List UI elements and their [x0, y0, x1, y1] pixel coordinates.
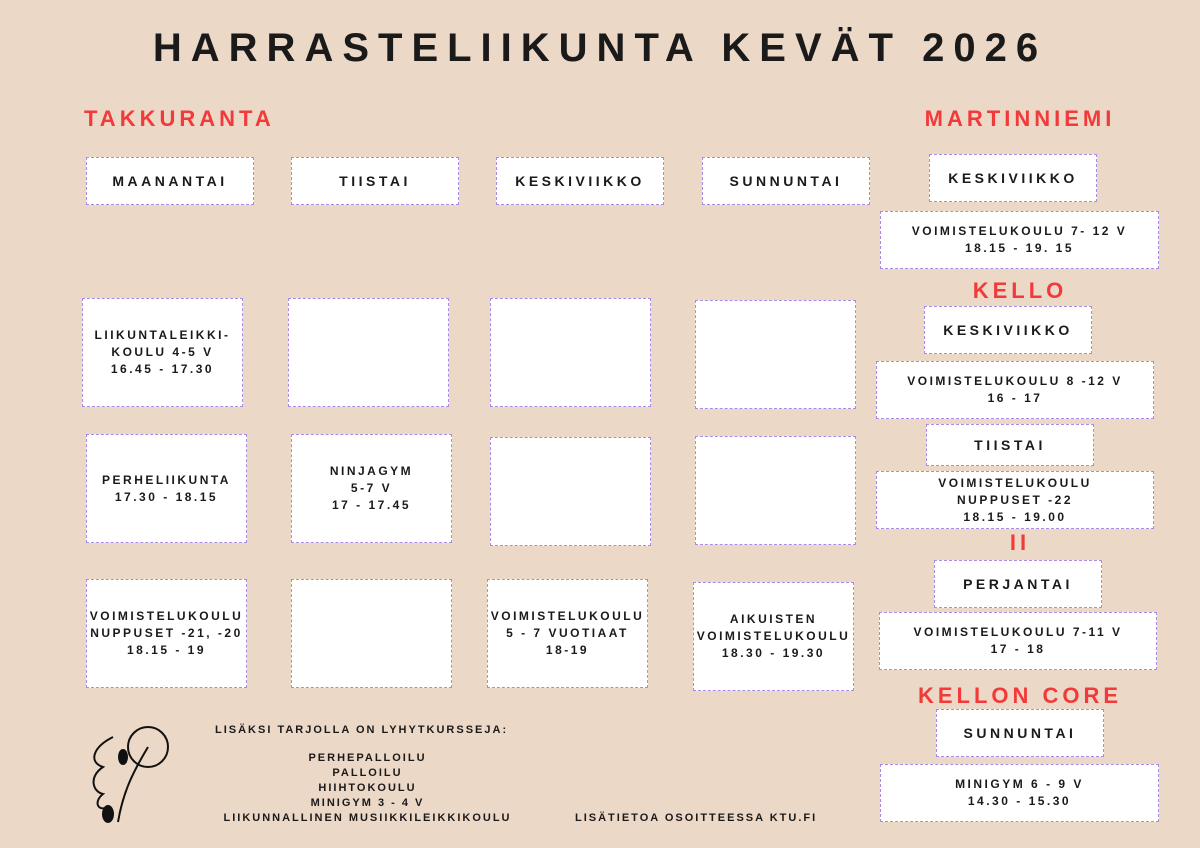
short-courses-list [215, 751, 520, 826]
box-text-line: 5-7 V [350, 481, 393, 495]
location-name: KELLO [972, 278, 1068, 303]
box-text-line: VOIMISTELUKOULU [696, 629, 851, 643]
day-header [702, 157, 870, 205]
box-text-line: AIKUISTEN [729, 612, 818, 626]
box-text-line: 18.15 - 19 [126, 643, 207, 657]
schedule-cell [487, 579, 648, 688]
box-text-line: KOULU 4-5 V [111, 345, 214, 359]
schedule-cell [695, 300, 856, 409]
box-text-line: 18.15 - 19.00 [963, 509, 1067, 524]
day-header [86, 157, 254, 205]
schedule-cell [291, 434, 452, 543]
box-text-line: VOIMISTELUKOULU [938, 475, 1092, 490]
box-text-line: PERJANTAI [963, 575, 1073, 592]
course-item: PERHEPALLOILU [308, 752, 427, 764]
box-text-line: VOIMISTELUKOULU [89, 609, 244, 623]
schedule-cell [693, 582, 854, 691]
box-text-line: LIIKUNTALEIKKI- [94, 328, 231, 342]
box-text-line: 18.15 - 19. 15 [964, 241, 1075, 255]
day-header [926, 424, 1094, 466]
day-header [929, 154, 1097, 202]
schedule-cell [876, 361, 1154, 419]
logo-icon [88, 722, 173, 832]
schedule-cell [880, 211, 1159, 269]
box-text-line: TIISTAI [339, 172, 411, 189]
schedule-cell [695, 436, 856, 545]
box-text-line: SUNNUNTAI [963, 724, 1077, 741]
day-header [936, 709, 1104, 757]
location-name: II [1009, 530, 1031, 555]
box-text-line: MINIGYM 6 - 9 V [955, 777, 1084, 791]
box-text-line: MAANANTAI [112, 172, 228, 189]
schedule-cell [86, 579, 247, 688]
schedule-cell [880, 764, 1159, 822]
schedule-cell [490, 437, 651, 546]
schedule-cell [291, 579, 452, 688]
box-text-line: VOIMISTELUKOULU 8 -12 V [907, 374, 1123, 388]
box-text-line: 17.30 - 18.15 [114, 489, 219, 504]
box-text-line: NINJAGYM [329, 464, 414, 478]
course-item: LIIKUNNALLINEN MUSIIKKILEIKKIKOULU [223, 812, 512, 824]
box-text-line: 17 - 17.45 [331, 498, 412, 512]
box-text-line: 16.45 - 17.30 [110, 362, 215, 376]
box-text-line: 5 - 7 VUOTIAAT [506, 626, 629, 640]
box-text-line: KESKIVIIKKO [943, 321, 1073, 338]
box-text-line: 16 - 17 [987, 391, 1043, 405]
day-header [924, 306, 1092, 354]
box-text-line: 18-19 [545, 643, 590, 657]
box-text-line: NUPPUSET -22 [956, 492, 1074, 507]
box-text-line: VOIMISTELUKOULU 7- 12 V [911, 224, 1128, 238]
day-header [291, 157, 459, 205]
box-text-line: VOIMISTELUKOULU [490, 609, 645, 623]
day-header [934, 560, 1102, 608]
box-text-line: KESKIVIIKKO [948, 169, 1078, 186]
page-title: HARRASTELIIKUNTA KEVÄT 2026 [152, 26, 1048, 70]
schedule-cell [82, 298, 243, 407]
box-text-line: 14.30 - 15.30 [967, 794, 1072, 808]
box-text-line: VOIMISTELUKOULU 7-11 V [913, 625, 1123, 639]
location-takkuranta: TAKKURANTA [84, 106, 275, 131]
schedule-cell [879, 612, 1157, 670]
course-item: HIIHTOKOULU [318, 782, 417, 794]
day-header [496, 157, 664, 205]
course-item: MINIGYM 3 - 4 V [310, 797, 425, 809]
box-text-line: TIISTAI [974, 436, 1046, 453]
box-text-line: 17 - 18 [990, 642, 1046, 656]
box-text-line: SUNNUNTAI [729, 172, 843, 189]
box-text-line: PERHELIIKUNTA [102, 472, 231, 487]
schedule-cell [876, 471, 1154, 529]
course-item: PALLOILU [332, 767, 403, 779]
location-name: MARTINNIEMI [924, 106, 1116, 131]
location-name: KELLON CORE [917, 683, 1123, 708]
box-text-line: KESKIVIIKKO [515, 172, 645, 189]
short-courses-heading: LISÄKSI TARJOLLA ON LYHYTKURSSEJA: [215, 724, 509, 736]
schedule-cell [490, 298, 651, 407]
schedule-cell [86, 434, 247, 543]
box-text-line: NUPPUSET -21, -20 [90, 626, 243, 640]
more-info-text: LISÄTIETOA OSOITTEESSA KTU.FI [575, 812, 818, 824]
schedule-cell [288, 298, 449, 407]
box-text-line: 18.30 - 19.30 [721, 646, 826, 660]
